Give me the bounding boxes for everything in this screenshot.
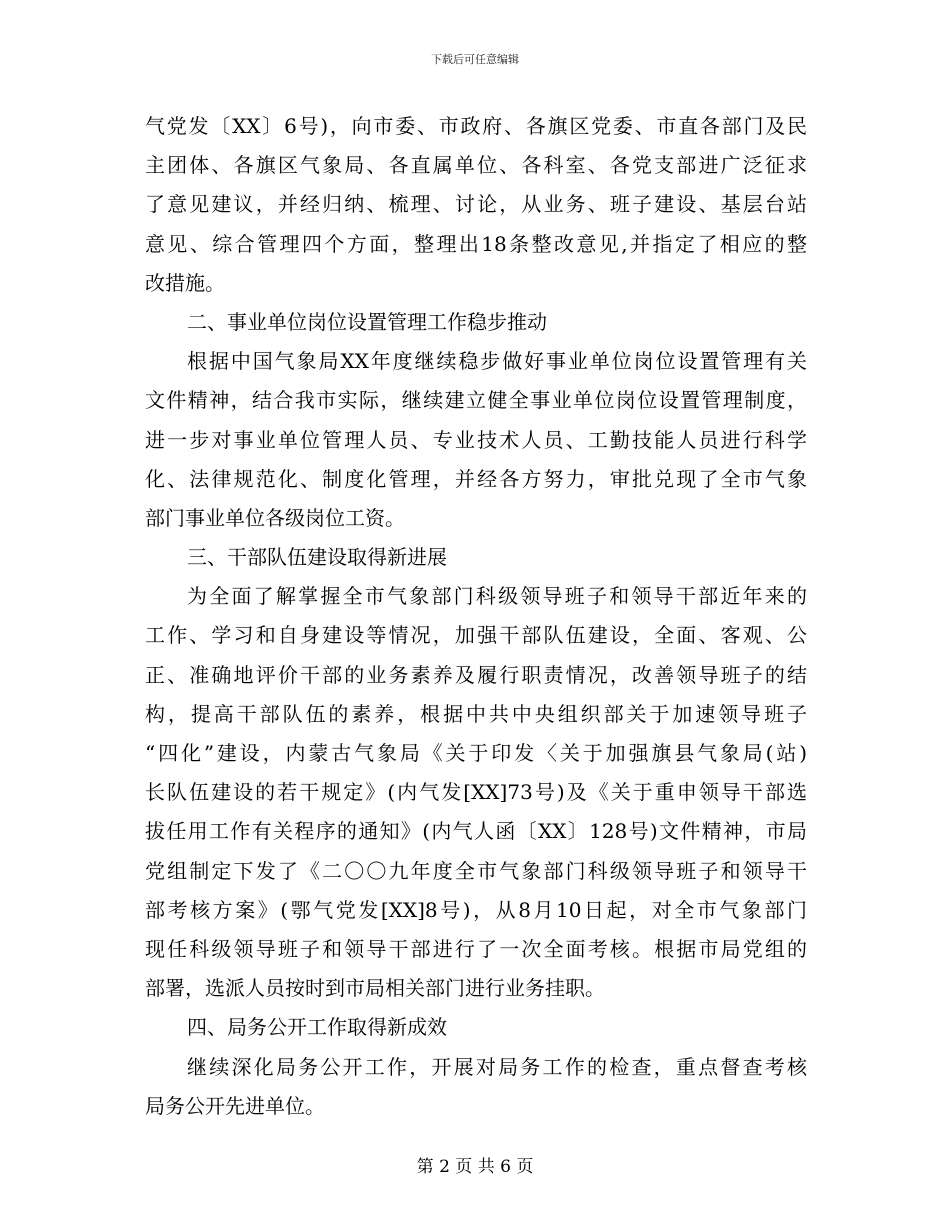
text-line: 了意见建议，并经归纳、梳理、讨论，从业务、班子建设、基层台站 <box>145 192 807 217</box>
text-line: 改措施。 <box>145 270 225 295</box>
text-line: 继续深化局务公开工作，开展对局务工作的检查，重点督查考核 <box>187 1054 807 1079</box>
page-header: 下载后可任意编辑 <box>431 53 519 66</box>
text-line: 局务公开先进单位。 <box>145 1093 325 1118</box>
text-line: 进一步对事业单位管理人员、专业技术人员、工勤技能人员进行科学 <box>145 427 807 452</box>
text-line: 部考核方案》(鄂气党发[XX]8号)，从8月10日起，对全市气象部门 <box>145 897 807 922</box>
text-line: 长队伍建设的若干规定》(内气发[XX]73号)及《关于重申领导干部选 <box>145 780 807 805</box>
text-line: 部署，选派人员按时到市局相关部门进行业务挂职。 <box>145 976 605 1001</box>
text-line: 气党发〔XX〕6号)，向市委、市政府、各旗区党委、市直各部门及民 <box>145 114 807 138</box>
text-line: 意见、综合管理四个方面，整理出18条整改意见,并指定了相应的整 <box>145 231 807 256</box>
text-line: 三、干部队伍建设取得新进展 <box>187 545 447 570</box>
page-footer: 第 2 页 共 6 页 <box>416 1157 534 1177</box>
document-body <box>145 107 807 1126</box>
text-line: 主团体、各旗区气象局、各直属单位、各科室、各党支部进广泛征求 <box>145 153 807 178</box>
text-line: 化、法律规范化、制度化管理，并经各方努力，审批兑现了全市气象 <box>145 466 807 491</box>
text-line: 二、事业单位岗位设置管理工作稳步推动 <box>187 309 547 334</box>
text-line: “四化”建设，内蒙古气象局《关于印发〈关于加强旗县气象局(站) <box>145 741 807 765</box>
text-line: 拔任用工作有关程序的通知》(内气人函〔XX〕128号)文件精神，市局 <box>145 819 807 844</box>
text-line: 正、准确地评价干部的业务素养及履行职责情况，改善领导班子的结 <box>145 662 807 687</box>
text-line: 为全面了解掌握全市气象部门科级领导班子和领导干部近年来的 <box>187 584 807 609</box>
text-line: 党组制定下发了《二〇〇九年度全市气象部门科级领导班子和领导干 <box>145 858 807 883</box>
text-line: 工作、学习和自身建设等情况，加强干部队伍建设，全面、客观、公 <box>145 623 807 648</box>
text-line: 文件精神，结合我市实际，继续建立健全事业单位岗位设置管理制度， <box>145 388 807 413</box>
text-line: 现任科级领导班子和领导干部进行了一次全面考核。根据市局党组的 <box>145 936 807 961</box>
text-line: 四、局务公开工作取得新成效 <box>187 1015 447 1040</box>
text-line: 部门事业单位各级岗位工资。 <box>145 505 405 530</box>
text-line: 根据中国气象局XX年度继续稳步做好事业单位岗位设置管理有关 <box>187 349 807 374</box>
text-line: 构，提高干部队伍的素养，根据中共中央组织部关于加速领导班子 <box>145 701 807 726</box>
